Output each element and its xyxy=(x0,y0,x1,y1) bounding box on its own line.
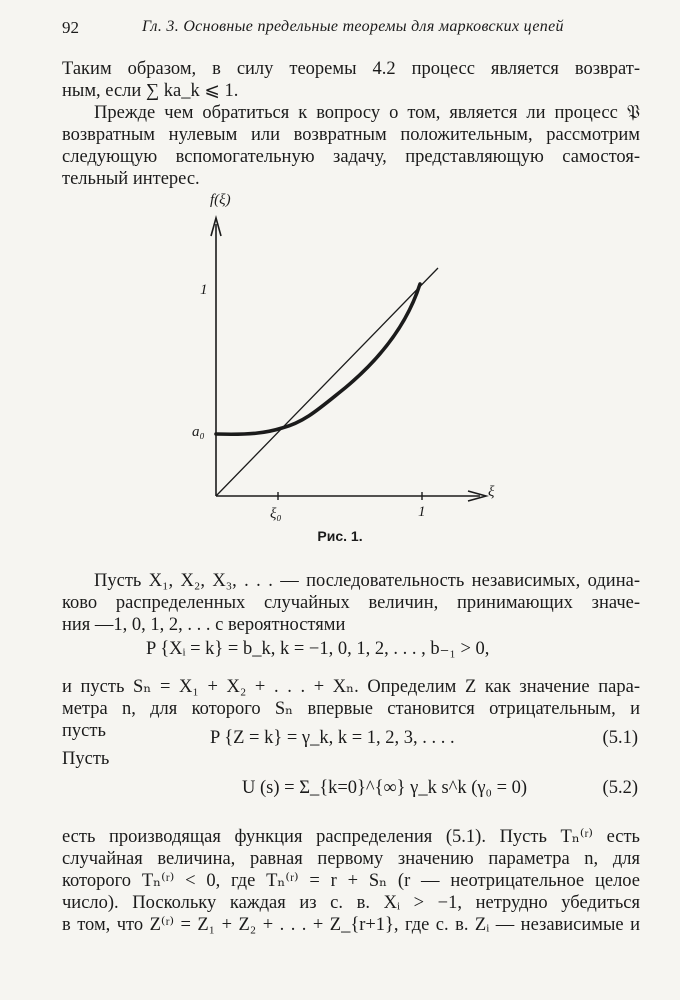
diagonal-line xyxy=(216,268,438,496)
text-line: Таким образом, в силу теоремы 4.2 процесс является возврат- xyxy=(62,59,640,79)
equation-probability: P {Xᵢ = k} = b_k, k = −1, 0, 1, 2, . . . , b₋₁ > 0, xyxy=(146,639,490,659)
running-title: Гл. 3. Основные предельные теоремы для марковских цепей xyxy=(142,18,564,35)
text-line: которого Tₙ⁽ʳ⁾ < 0, где Tₙ⁽ʳ⁾ = r + Sₙ (r — неотрицательное целое xyxy=(62,871,640,891)
text-line: Прежде чем обратиться к вопросу о том, является ли процесс 𝔓 xyxy=(94,103,640,123)
equation-number-5-1: (5.1) xyxy=(602,728,638,748)
curve-f xyxy=(216,284,420,434)
text-line: тельный интерес. xyxy=(62,169,200,189)
equation-5-1: P {Z = k} = γ_k, k = 1, 2, 3, . . . . xyxy=(210,728,455,748)
x-tick-label-one: 1 xyxy=(418,504,426,520)
text-line: есть производящая функция распределения (5.1). Пусть Tₙ⁽ʳ⁾ есть xyxy=(62,827,640,847)
paragraph-pust xyxy=(62,748,640,770)
page-number: 92 xyxy=(62,18,79,37)
text-line: возвратным нулевым или возвратным положительным, рассмотрим xyxy=(62,125,640,145)
y-axis-label: f(ξ) xyxy=(210,192,231,208)
equation-5-2: U (s) = Σ_{k=0}^{∞} γ_k s^k (γ₀ = 0) xyxy=(242,778,528,798)
paragraph-5 xyxy=(62,826,640,936)
paragraph-2 xyxy=(62,102,640,190)
text-line: ным, если ∑ ka_k ⩽ 1. xyxy=(62,81,239,101)
text-line: случайная величина, равная первому значению параметра n, для xyxy=(62,849,640,869)
figure-plot xyxy=(170,188,510,518)
equation-number-5-2: (5.2) xyxy=(602,778,638,798)
text-line: ково распределенных случайных величин, принимающих значе- xyxy=(62,593,640,613)
text-line: Пусть xyxy=(62,749,110,769)
paragraph-3 xyxy=(62,570,640,636)
text-line: пусть xyxy=(62,721,106,741)
figure-1 xyxy=(170,188,510,548)
x-tick-label-xi0: ξ₀ xyxy=(270,506,282,522)
y-tick-label-one: 1 xyxy=(200,282,208,298)
figure-caption: Рис. 1. xyxy=(317,528,363,544)
text-line: в том, что Z⁽ʳ⁾ = Z₁ + Z₂ + . . . + Z_{r+1}, где с. в. Zᵢ — независимые и xyxy=(62,915,640,935)
text-line: ния —1, 0, 1, 2, . . . с вероятностями xyxy=(62,615,346,635)
x-axis-label: ξ xyxy=(488,484,495,500)
text-line: следующую вспомогательную задачу, представляющую самостоя- xyxy=(62,147,640,167)
text-line: и пусть Sₙ = X₁ + X₂ + . . . + Xₙ. Определим Z как значение пара- xyxy=(62,677,640,697)
text-line: метра n, для которого Sₙ впервые становится отрицательным, и xyxy=(62,699,640,719)
text-line: число). Поскольку каждая из с. в. Xᵢ > −1, нетрудно убедиться xyxy=(62,893,640,913)
y-tick-label-a0: a₀ xyxy=(192,424,205,440)
running-head xyxy=(62,18,640,44)
paragraph-1 xyxy=(62,58,640,102)
text-line: Пусть X₁, X₂, X₃, . . . — последовательность независимых, одина- xyxy=(94,571,640,591)
